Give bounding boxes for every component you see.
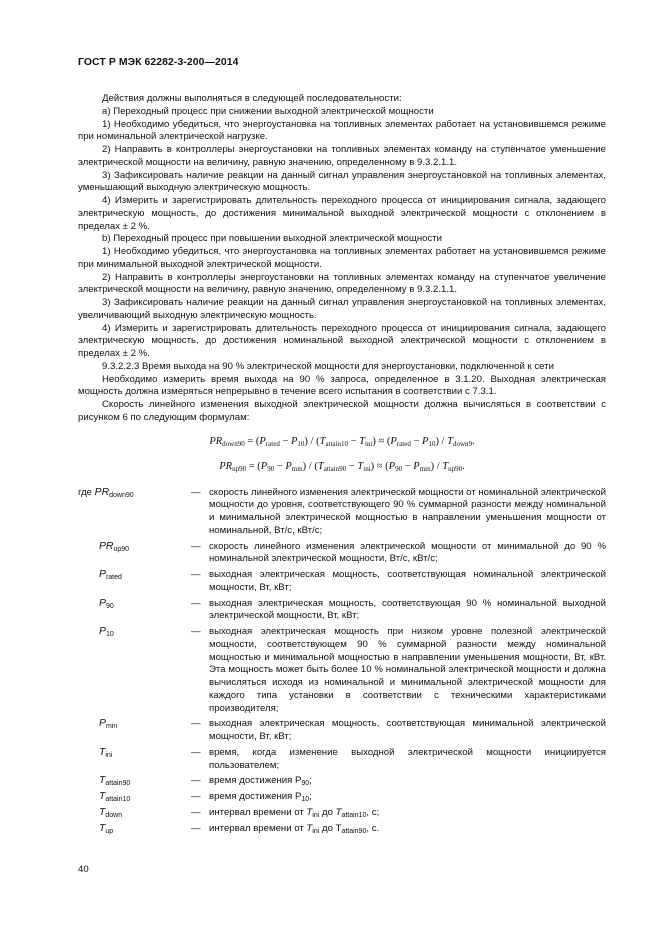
definition-text: время, когда изменение выходной электрической мощности инициируется пользователем; [209, 746, 606, 771]
paragraph: 3) Зафиксировать наличие реакции на данный сигнал управления энергоустановкой на топливных элементах, увеличивающий выходную электрическую мощность. [78, 297, 606, 321]
paragraph: 2) Направить в контроллеры энергоустановки на топливных элементах команду на ступенчатое уменьшение электрической мощности на величину, равную значению, определенному в 9.3.2.1.1. [78, 144, 606, 168]
definition-symbol: $P_{min}$ [99, 718, 118, 731]
definitions-table [78, 487, 606, 839]
paragraph: 4) Измерить и зарегистрировать длительность переходного процесса от инициирования сигнала, задающего электрическую мощность, до достижения минимальной выходной электрической мощности с отклонением в пределах ± 2 %. [78, 195, 606, 232]
page-body [78, 93, 606, 838]
page-number: 40 [78, 864, 89, 875]
definition-symbol: $P_{10}$ [99, 626, 114, 638]
definition-text: время достижения $P_{90}$; [209, 775, 312, 788]
paragraph: Действия должны выполняться в следующей последовательности: [102, 93, 402, 104]
formula-pr-down90: $PR_{down90} = (P_{rated} - P_{10}) / (T_{attain10} - T_{ini}) \approx (P_{rated} - P_{10}) / T_{down9}$. [209, 435, 475, 448]
definition-symbol: $T_{up}$ [99, 822, 114, 835]
definition-text: интервал времени от $T_{ini}$ до $T_{attain10}$, с; [209, 806, 380, 819]
definition-text: интервал времени от $T_{ini}$ до $T_{attain90}$, с. [209, 822, 380, 835]
definition-text: выходная электрическая мощность при низком уровне полезной электрической мощности, соответствующем 90 % суммарной разности между номинальной мощностью и минимальной мощностью в направлении уменьшения мощности, Вт, кВт. Эта мощность может быть более 10 % номинальной электрической мощности и должна вычисляться исходя из номинальной и минимальной электрической мощности для каждого типа установки в соответствии с техническими характеристиками производителя; [209, 626, 606, 714]
definition-text: время достижения $P_{10}$; [209, 791, 312, 803]
definition-symbol: $P_{rated}$ [99, 569, 122, 581]
paragraph: 1) Необходимо убедиться, что энергоустановка на топливных элементах работает на установившемся режиме при номинальной электрической нагрузке. [78, 118, 606, 143]
definition-row: где $PR_{down90}$ — скорость линейного изменения электрической мощности от номинальной электрической мощности до уровня, соответствующего 90 % суммарной разности между номинальной и минимальной электрической мощностью в направлении уменьшения мощности от номинальной, Вт/с, кВт/с; [78, 487, 606, 541]
definition-symbol: $P_{90}$ [99, 597, 114, 610]
definition-text: выходная электрическая мощность, соответствующая минимальной электрической мощности, Вт, кВт; [209, 718, 606, 742]
definition-row: $T_{attain90}$ — время достижения $P_{90}$; [78, 775, 606, 791]
paragraph: b) Переходный процесс при повышении выходной электрической мощности [102, 233, 443, 245]
definition-row: $P_{90}$ — выходная электрическая мощность, соответствующая 90 % номинальной выходной электрической мощности, Вт, кВт; [78, 598, 606, 627]
standard-header: ГОСТ Р МЭК 62282-3-200—2014 [78, 57, 239, 68]
definition-row: $P_{min}$ — выходная электрическая мощность, соответствующая минимальной электрической мощности, Вт, кВт; [78, 718, 606, 747]
paragraph: 3) Зафиксировать наличие реакции на данный сигнал управления энергоустановкой на топливных элементах, уменьшающий выходную электрическую мощность. [78, 169, 606, 194]
paragraph: 2) Направить в контроллеры энергоустановки на топливных элементах команду на ступенчатое увеличение электрической мощности на величину, равную значению, определенному в 9.3.2.1.1. [78, 271, 606, 296]
definition-symbol: $T_{attain90}$ [99, 775, 131, 788]
section-heading: 9.3.2.2.3 Время выхода на 90 % электрической мощности для энергоустановки, подключенной к сети [102, 360, 554, 372]
definition-row: $T_{attain10}$ — время достижения $P_{10}$; [78, 791, 606, 807]
definition-row: $T_{down}$ — интервал времени от $T_{ini}$ до $T_{attain10}$, с; [78, 807, 606, 823]
definition-text: выходная электрическая мощность, соответствующая 90 % номинальной выходной электрической мощности, Вт, кВт; [209, 597, 606, 622]
definition-symbol: $PR_{up90}$ [99, 540, 130, 553]
paragraph: 1) Необходимо убедиться, что энергоустановка на топливных элементах работает на установившемся режиме при минимальной выходной электрической мощности. [78, 246, 606, 270]
definition-text: скорость линейного изменения электрической мощности от минимальной до 90 % номинальной электрической мощности, Вт/с, кВт/с; [209, 540, 606, 565]
definition-symbol: $T_{attain10}$ [99, 791, 131, 803]
definition-text: выходная электрическая мощность, соответствующая номинальной электрической мощности, Вт, кВт; [209, 569, 606, 593]
definition-symbol: $T_{down}$ [99, 806, 123, 819]
formula-pr-up90: $PR_{up90} = (P_{90} - P_{min}) / (T_{attain90} - T_{ini}) \approx (P_{90} - P_{min}) / T_{up90}$. [219, 460, 465, 473]
definition-text: скорость линейного изменения электрической мощности от номинальной электрической мощности до уровня, соответствующего 90 % суммарной разности между номинальной и минимальной электрической мощностью в направлении уменьшения мощности от номинальной, Вт/с, кВт/с; [209, 486, 606, 536]
definition-row: $P_{10}$ — выходная электрическая мощность при низком уровне полезной электрической мощности, соответствующем 90 % суммарной разности между номинальной мощностью и минимальной мощностью в направлении уменьшения мощности, Вт, кВт. Эта мощность может быть более 10 % номинальной электрической мощности и должна вычисляться исходя из номинальной и минимальной электрической мощности для каждого типа установки в соответствии с техническими характеристиками производителя; [78, 626, 606, 718]
paragraph: Необходимо измерить время выхода на 90 % запроса, определенное в 3.1.20. Выходная электрическая мощность должна измеряться непрерывно в течение всего испытания в соответствии с 7.3.1. [78, 373, 606, 398]
definition-symbol: где $PR_{down90}$ [78, 486, 134, 499]
definition-row: $P_{rated}$ — выходная электрическая мощность, соответствующая номинальной электрической мощности, Вт, кВт; [78, 569, 606, 598]
definition-row: $PR_{up90}$ — скорость линейного изменения электрической мощности от минимальной до 90 % номинальной электрической мощности, Вт/с, кВт/с; [78, 541, 606, 570]
definition-row: $T_{ini}$ — время, когда изменение выходной электрической мощности инициируется пользователем; [78, 747, 606, 776]
paragraph: а) Переходный процесс при снижении выходной электрической мощности [102, 105, 434, 117]
definition-symbol: $T_{ini}$ [99, 746, 113, 759]
paragraph: 4) Измерить и зарегистрировать длительность переходного процесса от инициирования сигнала, задающего электрическую мощность, до достижения номинальной выходной электрической мощности с отклонением в пределах ± 2 %. [78, 322, 606, 359]
definition-row: $T_{up}$ — интервал времени от $T_{ini}$ до $T_{attain90}$, с. [78, 823, 606, 839]
paragraph: Скорость линейного изменения выходной электрической мощности должна вычисляться в соответствии с рисунком 6 по следующим формулам: [78, 399, 606, 423]
